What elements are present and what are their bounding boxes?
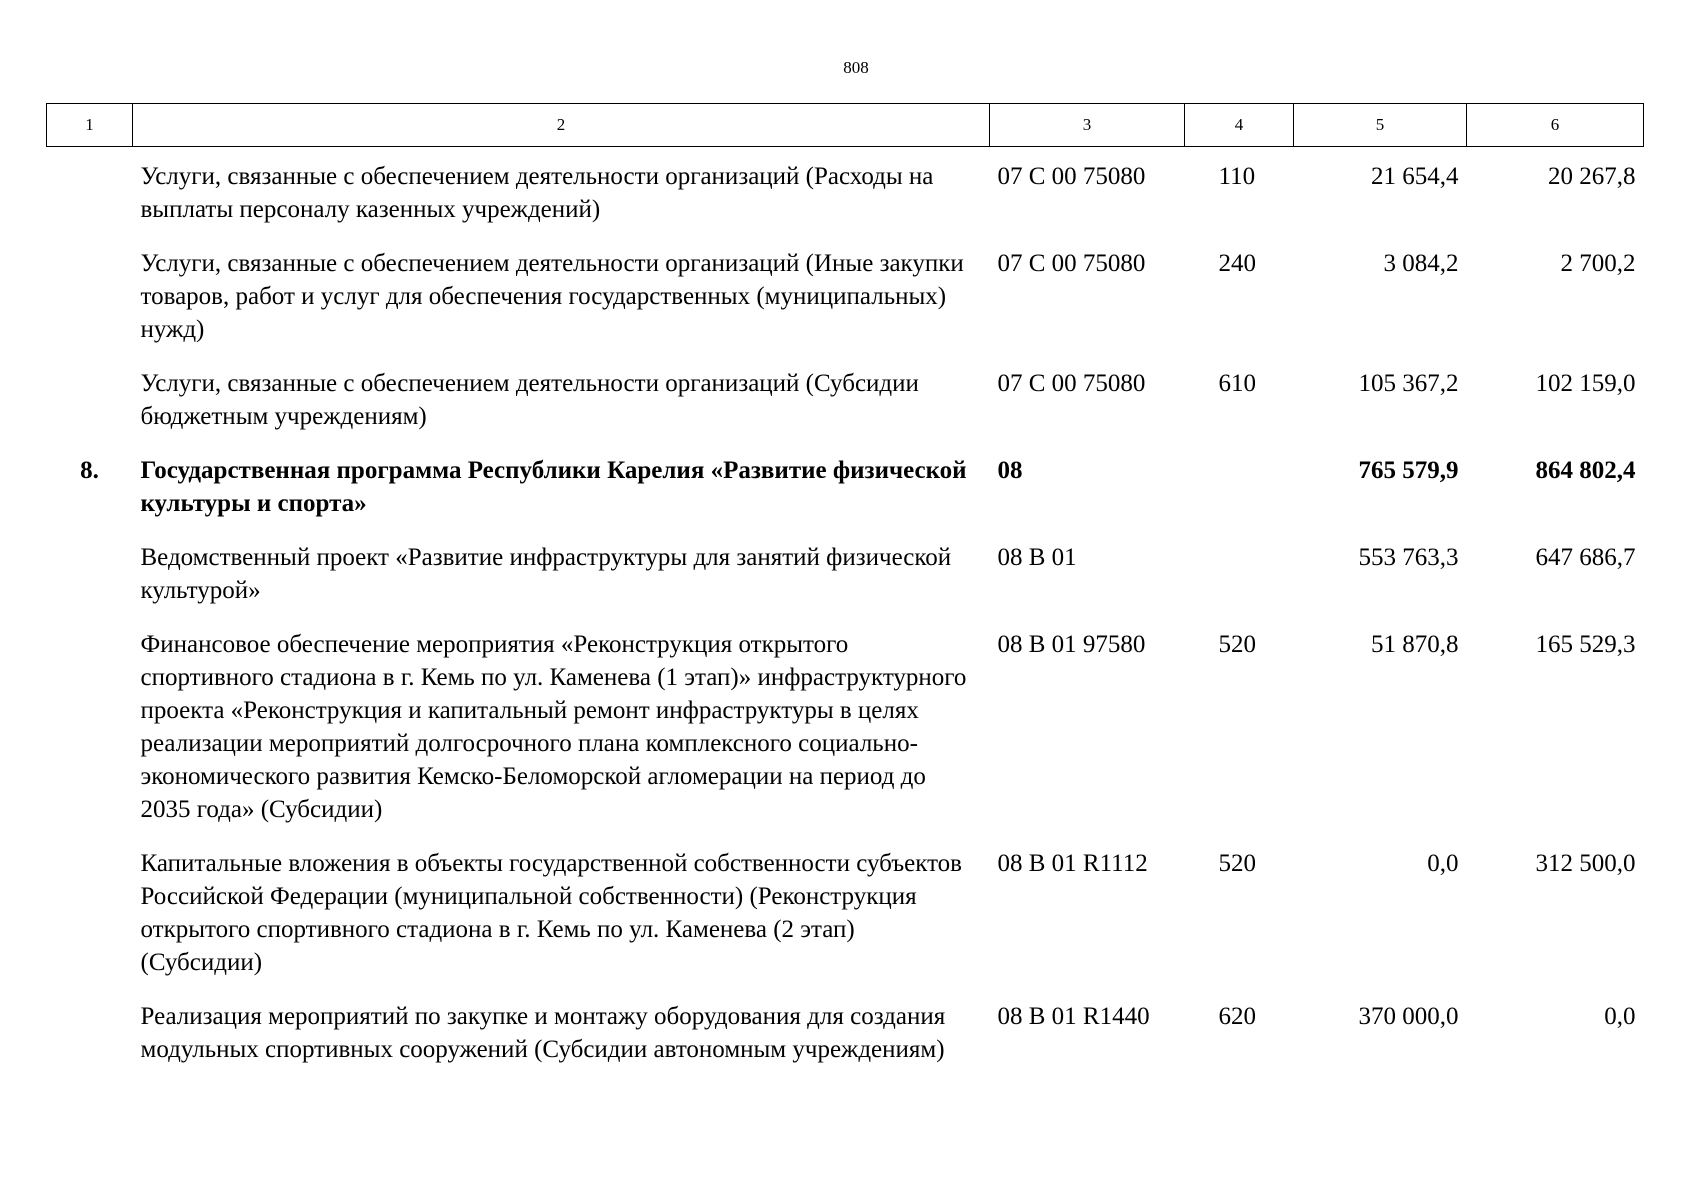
row-number [47,147,133,236]
header-col-4: 4 [1185,104,1294,147]
table-row [47,616,1644,835]
row-amount-col6: 165 529,3 [1535,631,1636,658]
row-number: 8. [80,457,99,484]
row-code: 08 В 01 R1112 [997,850,1148,877]
row-name: Капитальные вложения в объекты государственной собственности субъектов Российской Федерации (муниципальной собственности) (Реконструкция открытого спортивного стадиона в г. Кемь по ул. Каменева (2 этап) (Субсидии) [140,850,962,976]
row-expense-type [1185,442,1294,529]
row-name: Услуги, связанные с обеспечением деятельности организаций (Иные закупки товаров, работ и услуг для обеспечения государственных (муниципальных) нужд) [140,250,964,343]
row-expense-type: 610 [1218,370,1256,397]
row-amount-col5: 553 763,3 [1358,544,1459,571]
row-number [47,235,133,355]
row-number [47,988,133,1075]
row-amount-col5: 51 870,8 [1371,631,1459,658]
row-name: Реализация мероприятий по закупке и монтажу оборудования для создания модульных спортивных сооружений (Субсидии автономным учреждениям) [140,1003,946,1063]
row-code: 08 В 01 R1440 [997,1003,1150,1030]
row-amount-col5: 765 579,9 [1358,457,1459,484]
row-amount-col6: 312 500,0 [1535,850,1636,877]
row-name: Услуги, связанные с обеспечением деятельности организаций (Расходы на выплаты персоналу казенных учреждений) [140,163,934,223]
row-amount-col5: 370 000,0 [1358,1003,1459,1030]
row-code: 08 [997,457,1023,484]
row-code: 08 В 01 97580 [997,631,1146,658]
table-row [47,147,1644,236]
row-name: Ведомственный проект «Развитие инфраструктуры для занятий физической культурой» [140,544,952,604]
row-expense-type: 620 [1218,1003,1256,1030]
row-amount-col6: 0,0 [1604,1003,1636,1030]
row-number [47,529,133,616]
table-row [47,835,1644,988]
row-amount-col5: 0,0 [1427,850,1459,877]
row-expense-type: 520 [1218,631,1256,658]
table-row-program [47,442,1644,529]
row-expense-type: 110 [1218,163,1256,190]
row-amount-col6: 2 700,2 [1560,250,1636,277]
row-amount-col5: 21 654,4 [1371,163,1459,190]
header-col-2: 2 [133,104,990,147]
row-amount-col6: 864 802,4 [1535,457,1636,484]
header-col-6: 6 [1467,104,1644,147]
row-amount-col5: 105 367,2 [1358,370,1459,397]
row-number [47,616,133,835]
row-name: Государственная программа Республики Карелия «Развитие физической культуры и спорта» [140,457,967,517]
row-expense-type: 520 [1218,850,1256,877]
header-col-1: 1 [47,104,133,147]
table-row [47,235,1644,355]
row-amount-col6: 102 159,0 [1535,370,1636,397]
table-row [47,988,1644,1075]
row-code: 07 С 00 75080 [997,250,1146,277]
row-amount-col6: 647 686,7 [1535,544,1636,571]
column-number-header-row [47,104,1644,147]
header-col-3: 3 [990,104,1185,147]
row-code: 07 С 00 75080 [997,163,1146,190]
row-expense-type [1185,529,1294,616]
row-amount-col5: 3 084,2 [1383,250,1459,277]
header-col-5: 5 [1294,104,1467,147]
table-row [47,355,1644,442]
row-amount-col6: 20 267,8 [1548,163,1636,190]
page-number: 808 [843,58,869,77]
budget-table [46,103,1644,1075]
row-name: Финансовое обеспечение мероприятия «Реконструкция открытого спортивного стадиона в г. Кемь по ул. Каменева (1 этап)» инфраструктурного проекта «Реконструкция и капитальный ремонт инфраструктуры в целях реализации мероприятий долгосрочного плана комплексного социально-экономического развития Кемско-Беломорской агломерации на период до 2035 года» (Субсидии) [140,631,967,823]
row-code: 08 В 01 [997,544,1077,571]
row-code: 07 С 00 75080 [997,370,1146,397]
row-name: Услуги, связанные с обеспечением деятельности организаций (Субсидии бюджетным учреждениям) [140,370,919,430]
row-expense-type: 240 [1218,250,1256,277]
row-number [47,835,133,988]
table-row [47,529,1644,616]
row-number [47,355,133,442]
